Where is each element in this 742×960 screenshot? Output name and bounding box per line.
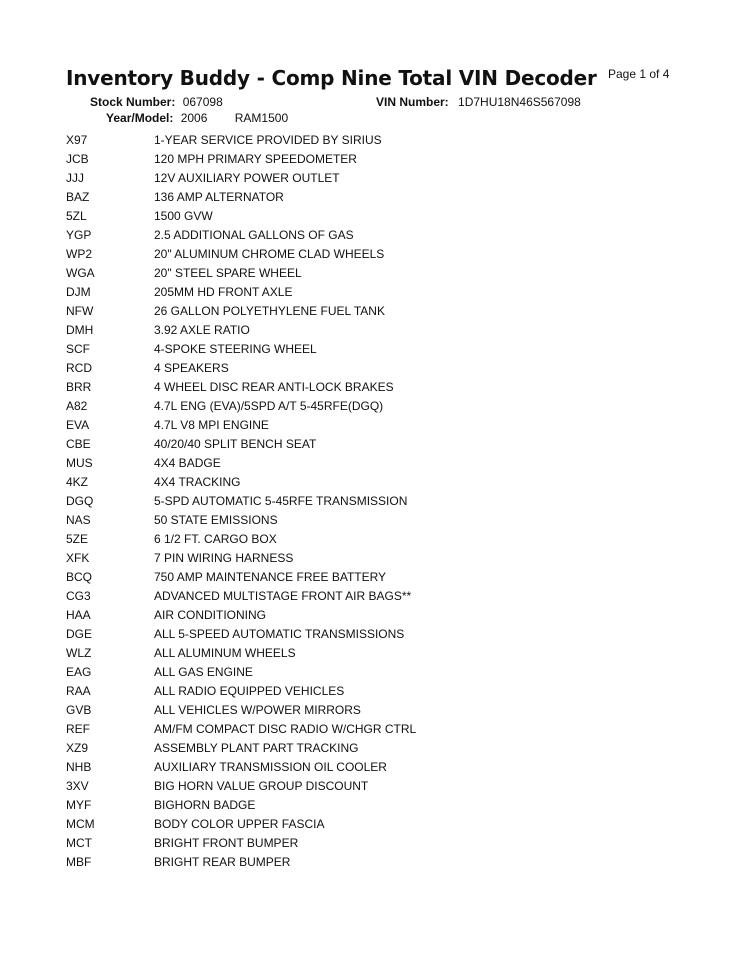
list-item: [66, 473, 666, 492]
option-code: DGQ: [66, 494, 94, 508]
option-description: 50 STATE EMISSIONS: [154, 513, 278, 527]
list-item: [66, 644, 666, 663]
option-code: NHB: [66, 760, 92, 774]
option-code: XZ9: [66, 741, 89, 755]
list-item: [66, 549, 666, 568]
list-item: [66, 511, 666, 530]
list-item: [66, 682, 666, 701]
option-description: BIG HORN VALUE GROUP DISCOUNT: [154, 779, 369, 793]
stock-number-value: 067098: [182, 95, 223, 109]
stock-number-label: Stock Number:: [90, 95, 176, 109]
option-code: EVA: [66, 418, 90, 432]
option-code: DMH: [66, 323, 94, 337]
option-description: ALL 5-SPEED AUTOMATIC TRANSMISSIONS: [154, 627, 405, 641]
option-code: RCD: [66, 361, 92, 375]
vin-number-value: 1D7HU18N46S567098: [458, 95, 581, 109]
option-code: WP2: [66, 247, 93, 261]
option-description: ASSEMBLY PLANT PART TRACKING: [154, 741, 359, 755]
option-code: RAA: [66, 684, 91, 698]
option-description: 750 AMP MAINTENANCE FREE BATTERY: [154, 570, 387, 584]
option-description: 12V AUXILIARY POWER OUTLET: [154, 171, 340, 185]
list-item: [66, 568, 666, 587]
list-item: [66, 207, 666, 226]
option-code: SCF: [66, 342, 90, 356]
list-item: [66, 245, 666, 264]
list-item: [66, 188, 666, 207]
list-item: [66, 815, 666, 834]
list-item: [66, 283, 666, 302]
option-code: MCT: [66, 836, 92, 850]
option-description: 7 PIN WIRING HARNESS: [154, 551, 294, 565]
option-description: 136 AMP ALTERNATOR: [154, 190, 284, 204]
option-description: 6 1/2 FT. CARGO BOX: [154, 532, 277, 546]
option-description: BRIGHT REAR BUMPER: [154, 855, 291, 869]
list-item: [66, 777, 666, 796]
option-description: 1-YEAR SERVICE PROVIDED BY SIRIUS: [154, 133, 382, 147]
option-description: ALL ALUMINUM WHEELS: [154, 646, 296, 660]
option-code: MCM: [66, 817, 95, 831]
option-description: 26 GALLON POLYETHYLENE FUEL TANK: [154, 304, 385, 318]
option-description: 5-SPD AUTOMATIC 5-45RFE TRANSMISSION: [154, 494, 408, 508]
option-code: CG3: [66, 589, 91, 603]
option-description: ALL GAS ENGINE: [154, 665, 253, 679]
option-code: CBE: [66, 437, 91, 451]
option-code: NAS: [66, 513, 91, 527]
option-code: EAG: [66, 665, 92, 679]
page-title: Inventory Buddy - Comp Nine Total VIN Decoder: [66, 66, 597, 90]
list-item: [66, 131, 666, 150]
option-code: 5ZE: [66, 532, 89, 546]
list-item: [66, 226, 666, 245]
option-code: 5ZL: [66, 209, 87, 223]
list-item: [66, 796, 666, 815]
list-item: [66, 359, 666, 378]
list-item: [66, 606, 666, 625]
option-code: DJM: [66, 285, 91, 299]
year-value: 2006: [180, 111, 208, 125]
option-description: BRIGHT FRONT BUMPER: [154, 836, 299, 850]
option-code: MUS: [66, 456, 93, 470]
option-description: AIR CONDITIONING: [154, 608, 267, 622]
option-code: JCB: [66, 152, 89, 166]
option-description: 4.7L ENG (EVA)/5SPD A/T 5-45RFE(DGQ): [154, 399, 384, 413]
option-description: 4 SPEAKERS: [154, 361, 229, 375]
model-value: RAM1500: [234, 111, 289, 125]
option-code: REF: [66, 722, 90, 736]
option-code: BCQ: [66, 570, 93, 584]
list-item: [66, 340, 666, 359]
list-item: [66, 758, 666, 777]
option-description: 1500 GVW: [154, 209, 213, 223]
list-item: [66, 720, 666, 739]
list-item: [66, 416, 666, 435]
option-description: BODY COLOR UPPER FASCIA: [154, 817, 325, 831]
option-code: MBF: [66, 855, 92, 869]
option-code-list: [66, 131, 666, 872]
list-item: [66, 454, 666, 473]
list-item: [66, 530, 666, 549]
option-description: BIGHORN BADGE: [154, 798, 256, 812]
option-description: AM/FM COMPACT DISC RADIO W/CHGR CTRL: [154, 722, 417, 736]
option-code: DGE: [66, 627, 93, 641]
list-item: [66, 739, 666, 758]
list-item: [66, 302, 666, 321]
option-description: ADVANCED MULTISTAGE FRONT AIR BAGS**: [154, 589, 412, 603]
option-code: MYF: [66, 798, 92, 812]
option-code: X97: [66, 133, 88, 147]
option-description: 20" STEEL SPARE WHEEL: [154, 266, 302, 280]
option-code: XFK: [66, 551, 90, 565]
option-description: 20" ALUMINUM CHROME CLAD WHEELS: [154, 247, 385, 261]
list-item: [66, 397, 666, 416]
option-code: 3XV: [66, 779, 89, 793]
year-model-field: [106, 111, 288, 125]
list-item: [66, 701, 666, 720]
list-item: [66, 264, 666, 283]
list-item: [66, 378, 666, 397]
list-item: [66, 663, 666, 682]
option-description: AUXILIARY TRANSMISSION OIL COOLER: [154, 760, 387, 774]
option-description: 4X4 BADGE: [154, 456, 221, 470]
option-code: BAZ: [66, 190, 90, 204]
year-model-label: Year/Model:: [106, 111, 174, 125]
list-item: [66, 587, 666, 606]
option-description: 4 WHEEL DISC REAR ANTI-LOCK BRAKES: [154, 380, 394, 394]
option-description: 4X4 TRACKING: [154, 475, 241, 489]
option-code: WLZ: [66, 646, 92, 660]
option-code: NFW: [66, 304, 94, 318]
stock-number-field: [90, 95, 223, 109]
option-code: 4KZ: [66, 475, 89, 489]
option-description: 4-SPOKE STEERING WHEEL: [154, 342, 317, 356]
page-number: Page 1 of 4: [608, 67, 670, 81]
list-item: [66, 321, 666, 340]
vin-number-field: [376, 95, 581, 109]
option-description: 4.7L V8 MPI ENGINE: [154, 418, 269, 432]
list-item: [66, 150, 666, 169]
option-code: HAA: [66, 608, 91, 622]
option-description: 3.92 AXLE RATIO: [154, 323, 250, 337]
option-code: JJJ: [66, 171, 84, 185]
list-item: [66, 492, 666, 511]
list-item: [66, 169, 666, 188]
vin-number-label: VIN Number:: [376, 95, 449, 109]
option-code: YGP: [66, 228, 92, 242]
option-description: 205MM HD FRONT AXLE: [154, 285, 293, 299]
list-item: [66, 834, 666, 853]
option-description: 2.5 ADDITIONAL GALLONS OF GAS: [154, 228, 354, 242]
option-code: GVB: [66, 703, 92, 717]
option-description: ALL VEHICLES W/POWER MIRRORS: [154, 703, 361, 717]
option-description: ALL RADIO EQUIPPED VEHICLES: [154, 684, 345, 698]
option-code: A82: [66, 399, 88, 413]
list-item: [66, 435, 666, 454]
list-item: [66, 625, 666, 644]
option-description: 40/20/40 SPLIT BENCH SEAT: [154, 437, 317, 451]
option-description: 120 MPH PRIMARY SPEEDOMETER: [154, 152, 357, 166]
option-code: BRR: [66, 380, 92, 394]
option-code: WGA: [66, 266, 95, 280]
list-item: [66, 853, 666, 872]
